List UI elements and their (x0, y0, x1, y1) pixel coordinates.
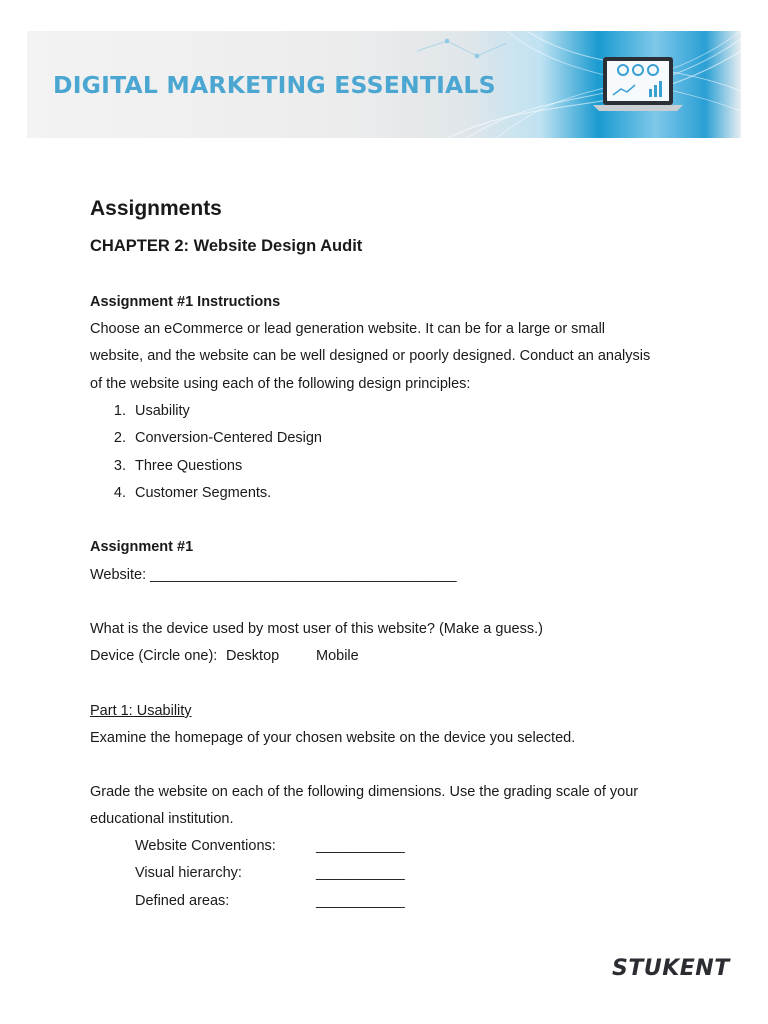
list-item-number: 4. (113, 485, 126, 501)
device-label: Device (Circle one): (90, 648, 218, 664)
instructions-line: Choose an eCommerce or lead generation website. It can be for a large or small (90, 321, 606, 337)
assignment-title: Assignment #1 (90, 539, 194, 555)
instructions-title: Assignment #1 Instructions (90, 294, 281, 310)
grade-dimension-label: Defined areas: (135, 893, 230, 909)
grade-dimension-label: Visual hierarchy: (135, 865, 242, 881)
website-field: Website: ______________________________________ (90, 567, 457, 583)
chapter-title: CHAPTER 2: Website Design Audit (90, 237, 363, 255)
device-question: What is the device used by most user of this website? (Make a guess.) (90, 621, 543, 637)
list-item-number: 1. (113, 403, 126, 419)
part1-examine: Examine the homepage of your chosen website on the device you selected. (90, 730, 576, 746)
page-title: Assignments (90, 197, 222, 220)
list-item: Customer Segments. (135, 485, 272, 501)
grade-instructions-line: Grade the website on each of the following dimensions. Use the grading scale of your (90, 784, 639, 800)
part1-title: Part 1: Usability (90, 703, 192, 719)
grade-dimension-label: Website Conventions: (135, 838, 276, 854)
device-option-mobile: Mobile (316, 648, 359, 664)
stukent-logo: STUKENT (612, 956, 730, 981)
list-item-number: 3. (113, 458, 126, 474)
grade-blank: ___________ (316, 838, 405, 854)
device-option-desktop: Desktop (226, 648, 280, 664)
laptop-analytics-icon (593, 55, 683, 115)
grade-blank: ___________ (316, 893, 405, 909)
list-item-number: 2. (113, 430, 126, 446)
list-item: Three Questions (135, 458, 243, 474)
instructions-line: of the website using each of the following design principles: (90, 376, 471, 392)
list-item: Conversion-Centered Design (135, 430, 322, 446)
list-item: Usability (135, 403, 190, 419)
header-banner (27, 31, 741, 138)
banner-title: DIGITAL MARKETING ESSENTIALS (53, 71, 496, 99)
grade-instructions-line: educational institution. (90, 811, 234, 827)
grade-blank: ___________ (316, 865, 405, 881)
instructions-line: website, and the website can be well designed or poorly designed. Conduct an analysis (90, 348, 651, 364)
